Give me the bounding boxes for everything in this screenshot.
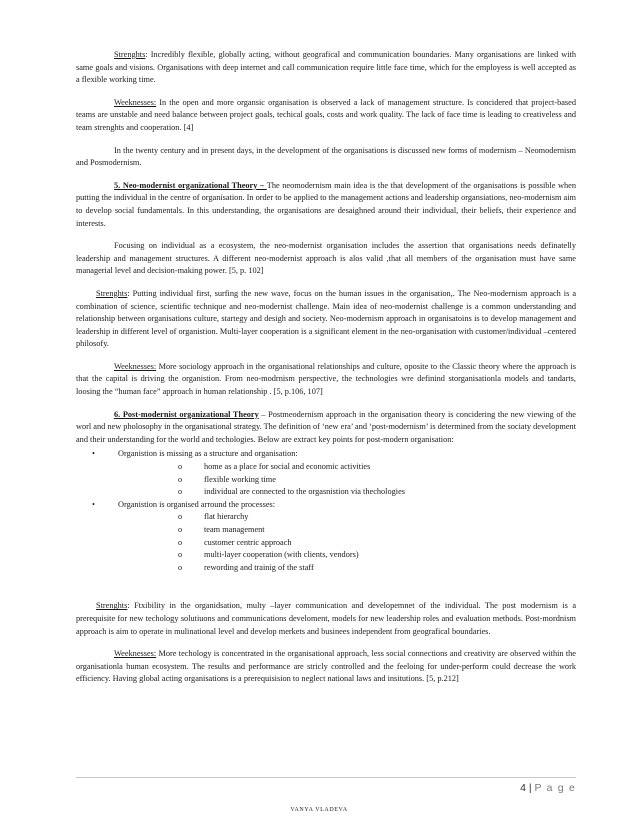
circle-bullet-icon: o (178, 525, 183, 534)
bullet-icon: • (92, 499, 95, 509)
footer-author: VANYA VLADEVA (290, 807, 348, 813)
page-number-separator: | (525, 782, 535, 794)
paragraph-neo-modernist-individual (76, 240, 576, 278)
paragraph-text: : Incredibly flexible, globally acting, without geografical and communication boundaries. Many organisations are linked with same goals and visions. Organisations with deep internet and call communication require little face time, which for the employess is well accepted as a flexible working time. (76, 50, 576, 85)
weaknesses-label: Weeknesses: (114, 361, 157, 371)
paragraph-post-modernist-theory (76, 409, 576, 447)
sub-list-item: o rewording and trainig of the staff (118, 562, 576, 575)
section-heading-neo-modernist: 5. Neo-modernist organizational Theory – (114, 180, 267, 190)
sub-list-item: o individual are connected to the orgasnistion via thechologies (118, 486, 576, 499)
list-item-title: Organistion is missing as a structure and organisation: (118, 449, 298, 459)
footer-divider (76, 777, 576, 778)
circle-bullet-icon: o (178, 487, 183, 497)
paragraph-text: More techology is concentrated in the organisational approach, less social connections and creativity are observed within the organisationla human ecosystem. The results and performance are stricly controlled and the feeloing for under-perform could decrease the work efficiency. Having global acting organisations is a prerequisision to neglect national laws and insitutions. [5, p.212] (76, 649, 576, 684)
circle-bullet-icon: o (178, 512, 183, 522)
key-points-list (76, 448, 576, 574)
strengths-label: Strenghts (96, 601, 128, 611)
sub-list (118, 461, 576, 499)
sub-list (118, 511, 576, 574)
circle-bullet-icon: o (178, 562, 183, 572)
paragraph-text: : Putting individual first, surfing the new wave, focus on the human issues in the organisation,. The Neo-modernism approach is a combination of science, scientific technique and neo-modernist challenge. Main idea of neo-modernist challenge is a common understanding and relationship between organisations culture, startegy and desigh and society. Neo-modernism approach in organisatoins is to develop management and leadership in different level of organistion. Multi-layer cooperation is a significant element in the neo-organisation with customer/individual –centered philosofy. (76, 288, 576, 349)
paragraph-text: : Ftxibility in the organidsation, multy –layer communication and developemnet of the individual. The post modernism is a prerequisite for new techology solutiuons and communications develoment, models for new leadership roles and evaluation methods. Post-mordnism approach is aim to operate in mulinational level and develop merkets and businees independent from geografical boundaries. (76, 601, 576, 636)
list-item (76, 499, 576, 575)
circle-bullet-icon: o (178, 462, 183, 472)
circle-bullet-icon: o (178, 550, 183, 560)
circle-bullet-icon: o (178, 537, 183, 547)
sub-list-item: o team management (118, 524, 576, 537)
sub-list-item: o customer centric approach (118, 537, 576, 550)
sub-list-item: o multi-layer cooperation (with clients, vendors) (118, 549, 576, 562)
list-item-title: Organistion is organised arround the processes: (118, 499, 276, 509)
paragraph-weaknesses-3 (76, 648, 576, 686)
document-body (76, 49, 576, 696)
circle-bullet-icon: o (178, 474, 183, 484)
paragraph-neo-modernist-theory (76, 180, 576, 230)
page-number-value: 4 (520, 782, 526, 794)
spacer (76, 586, 576, 600)
paragraph-strengths-3 (76, 600, 576, 638)
paragraph-text: More sociology approach in the organisational relationships and culture, oposite to the Classic theory where the approach is that the capital is driving the organistion. From neo-modrnism perspective, the technologies wre definind storganisationla models and tandarts, loosing the “human face” approach in human relationship . [5, p.106, 107] (76, 361, 576, 397)
paragraph-text: The neomodernism main idea is the that development of the organisations is possible when putting the individual in the centre of organisation. In order to be applied to the management actions and leadership organsiations, neo-modernism aim to develop social fundamentals. In this understanding, the organisations are desaighned around their individual, their beliefs, their experience and interests. (76, 180, 577, 228)
strengths-label: Strenghts (114, 50, 146, 59)
bullet-icon: • (92, 449, 95, 459)
page-label: P a g e (534, 782, 576, 794)
sub-list-item: o flat hierarchy (118, 511, 576, 524)
weaknesses-label: Weeknesses: (114, 97, 157, 107)
sub-list-item: o home as a place for social and economic activities (118, 461, 576, 474)
paragraph-text: In the open and more organsic organisation is observed a lack of management structure. Is concidered that project-based teams are unstable and need balance between project goals, techical goals, costs and work quality. The lack of face time is leading to creativeless and team strenghts and cooperation. [4] (76, 97, 576, 132)
weaknesses-label: Weeknesses: (114, 649, 157, 659)
paragraph-text: – Postmeodernism approach in the organisation theory is concidering the new viewing of the worl and new pholosophy in the organisational strategy. The definition of ‘new era’ and ‘post-modernism’ is determined from the sociaty development and their understanding for the world and techologies. Below are extract key points for post-modern organisation: (76, 409, 576, 444)
paragraph-text: Focusing on individual as a ecosystem, the neo-modernist organisation includes the assertion that organisations needs definatelly leadership and management structures. A different neo-modernist approach is alos valid ,that all members of the organisation must have same managerial level and decision-making power. [5, p. 102] (76, 241, 576, 276)
paragraph-weaknesses-2 (76, 361, 576, 399)
list-item (76, 448, 576, 498)
page-number (520, 782, 576, 795)
section-heading-post-modernist: 6. Post-modernist organizational Theory (114, 409, 259, 419)
paragraph-strengths-2 (76, 288, 576, 351)
paragraph-text: In the twenty century and in present days, in the development of the organisations is discussed new forms of modernism – Neomodernism and Posmodernism. (76, 145, 576, 168)
strengths-label: Strenghts (96, 288, 128, 298)
sub-list-item: o flexible working time (118, 474, 576, 487)
paragraph-weaknesses-1 (76, 97, 576, 135)
paragraph-modernism-intro (76, 145, 576, 170)
paragraph-strengths-1 (76, 49, 576, 87)
